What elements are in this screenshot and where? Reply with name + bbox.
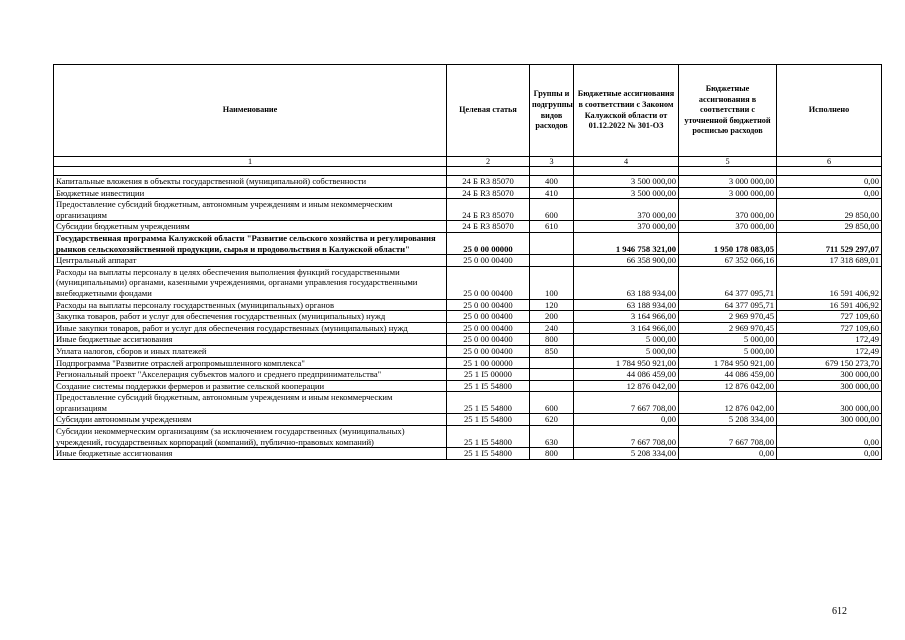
table-row — [54, 187, 882, 199]
row-group-cell: 630 — [530, 426, 574, 448]
table-row — [54, 414, 882, 426]
table-row — [54, 426, 882, 448]
row-target-cell: 25 1 I5 54800 — [447, 380, 530, 392]
column-number: 3 — [530, 157, 574, 167]
column-number: 6 — [777, 157, 882, 167]
row-law-amount-cell: 3 164 966,00 — [574, 322, 679, 334]
row-target-cell: 25 0 00 00400 — [447, 311, 530, 323]
header-target: Целевая статья — [447, 65, 530, 157]
row-target-cell: 24 Б R3 85070 — [447, 187, 530, 199]
row-group-cell: 850 — [530, 345, 574, 357]
row-name-cell: Предоставление субсидий бюджетным, автономным учреждениям и иным некоммерческим организациям — [54, 199, 447, 221]
table-row — [54, 266, 882, 299]
row-executed-amount-cell: 711 529 297,07 — [777, 232, 882, 254]
row-name-cell: Расходы на выплаты персоналу в целях обеспечения выполнения функций государственными (муниципальными) органами, казенными учреждениями, органами управления государственными внебюджетными фондами — [54, 266, 447, 299]
row-group-cell — [530, 357, 574, 369]
row-law-amount-cell: 44 086 459,00 — [574, 369, 679, 381]
row-executed-amount-cell: 172,49 — [777, 334, 882, 346]
row-law-amount-cell: 370 000,00 — [574, 199, 679, 221]
row-executed-amount-cell: 0,00 — [777, 426, 882, 448]
row-name-cell: Субсидии автономным учреждениям — [54, 414, 447, 426]
table-row — [54, 369, 882, 381]
row-group-cell: 600 — [530, 392, 574, 414]
row-refined-amount-cell: 67 352 066,16 — [679, 255, 777, 267]
row-executed-amount-cell: 300 000,00 — [777, 392, 882, 414]
row-name-cell: Субсидии бюджетным учреждениям — [54, 221, 447, 233]
header-executed: Исполнено — [777, 65, 882, 157]
table-row — [54, 392, 882, 414]
row-group-cell — [530, 255, 574, 267]
row-group-cell: 200 — [530, 311, 574, 323]
row-refined-amount-cell: 3 000 000,00 — [679, 187, 777, 199]
table-row — [54, 322, 882, 334]
row-name-cell: Бюджетные инвестиции — [54, 187, 447, 199]
row-refined-amount-cell: 1 950 178 083,05 — [679, 232, 777, 254]
table-row — [54, 232, 882, 254]
header-groups: Группы и подгруппы видов расходов — [530, 65, 574, 157]
row-name-cell: Региональный проект "Акселерация субъектов малого и среднего предпринимательства" — [54, 369, 447, 381]
row-law-amount-cell: 5 000,00 — [574, 345, 679, 357]
row-group-cell: 600 — [530, 199, 574, 221]
row-refined-amount-cell: 12 876 042,00 — [679, 380, 777, 392]
spacer-cell — [777, 167, 882, 176]
row-target-cell: 25 0 00 00400 — [447, 255, 530, 267]
row-name-cell: Капитальные вложения в объекты государственной (муниципальной) собственности — [54, 176, 447, 188]
row-target-cell: 24 Б R3 85070 — [447, 176, 530, 188]
row-name-cell: Субсидии некоммерческим организациям (за исключением государственных (муниципальных) учреждений, государственных корпораций (компаний), публично-правовых компаний) — [54, 426, 447, 448]
row-group-cell: 610 — [530, 221, 574, 233]
table-row — [54, 448, 882, 460]
row-refined-amount-cell: 64 377 095,71 — [679, 266, 777, 299]
row-refined-amount-cell: 5 000,00 — [679, 345, 777, 357]
row-group-cell: 800 — [530, 334, 574, 346]
row-group-cell: 120 — [530, 299, 574, 311]
row-refined-amount-cell: 2 969 970,45 — [679, 311, 777, 323]
row-refined-amount-cell: 0,00 — [679, 448, 777, 460]
row-name-cell: Иные закупки товаров, работ и услуг для обеспечения государственных (муниципальных) нужд — [54, 322, 447, 334]
table-row — [54, 299, 882, 311]
row-law-amount-cell: 3 500 000,00 — [574, 187, 679, 199]
row-executed-amount-cell: 727 109,60 — [777, 311, 882, 323]
row-law-amount-cell: 0,00 — [574, 414, 679, 426]
row-executed-amount-cell: 300 000,00 — [777, 369, 882, 381]
row-name-cell: Расходы на выплаты персоналу государственных (муниципальных) органов — [54, 299, 447, 311]
row-name-cell: Государственная программа Калужской области "Развитие сельского хозяйства и регулирования рынков сельскохозяйственной продукции, сырья и продовольствия в Калужской области" — [54, 232, 447, 254]
spacer-cell — [574, 167, 679, 176]
table-row — [54, 255, 882, 267]
spacer-row — [54, 167, 882, 176]
row-name-cell: Центральный аппарат — [54, 255, 447, 267]
table-body — [54, 176, 882, 460]
row-group-cell: 410 — [530, 187, 574, 199]
row-refined-amount-cell: 44 086 459,00 — [679, 369, 777, 381]
table-row — [54, 199, 882, 221]
row-name-cell: Подпрограмма "Развитие отраслей агропромышленного комплекса" — [54, 357, 447, 369]
header-name: Наименование — [54, 65, 447, 157]
column-number: 5 — [679, 157, 777, 167]
row-law-amount-cell: 5 208 334,00 — [574, 448, 679, 460]
row-executed-amount-cell: 172,49 — [777, 345, 882, 357]
row-group-cell — [530, 232, 574, 254]
row-group-cell — [530, 369, 574, 381]
row-name-cell: Иные бюджетные ассигнования — [54, 334, 447, 346]
table-row — [54, 334, 882, 346]
row-target-cell: 25 0 00 00000 — [447, 232, 530, 254]
row-executed-amount-cell: 0,00 — [777, 176, 882, 188]
row-refined-amount-cell: 5 208 334,00 — [679, 414, 777, 426]
row-target-cell: 25 0 00 00400 — [447, 345, 530, 357]
row-executed-amount-cell: 17 318 689,01 — [777, 255, 882, 267]
row-executed-amount-cell: 0,00 — [777, 187, 882, 199]
row-law-amount-cell: 370 000,00 — [574, 221, 679, 233]
column-number: 1 — [54, 157, 447, 167]
row-group-cell: 800 — [530, 448, 574, 460]
row-law-amount-cell: 3 164 966,00 — [574, 311, 679, 323]
row-executed-amount-cell: 29 850,00 — [777, 221, 882, 233]
column-number: 2 — [447, 157, 530, 167]
row-law-amount-cell: 5 000,00 — [574, 334, 679, 346]
table-row — [54, 380, 882, 392]
row-executed-amount-cell: 300 000,00 — [777, 380, 882, 392]
row-target-cell: 25 1 I5 00000 — [447, 369, 530, 381]
row-target-cell: 25 1 00 00000 — [447, 357, 530, 369]
spacer-cell — [54, 167, 447, 176]
row-refined-amount-cell: 2 969 970,45 — [679, 322, 777, 334]
table-row — [54, 357, 882, 369]
row-target-cell: 25 1 I5 54800 — [447, 392, 530, 414]
page-number: 612 — [832, 606, 847, 617]
row-refined-amount-cell: 12 876 042,00 — [679, 392, 777, 414]
budget-table-container — [53, 64, 881, 460]
row-name-cell: Уплата налогов, сборов и иных платежей — [54, 345, 447, 357]
row-law-amount-cell: 12 876 042,00 — [574, 380, 679, 392]
row-target-cell: 25 0 00 00400 — [447, 334, 530, 346]
row-target-cell: 24 Б R3 85070 — [447, 221, 530, 233]
row-law-amount-cell: 1 946 758 321,00 — [574, 232, 679, 254]
row-refined-amount-cell: 370 000,00 — [679, 199, 777, 221]
row-target-cell: 25 1 I5 54800 — [447, 414, 530, 426]
row-law-amount-cell: 63 188 934,00 — [574, 299, 679, 311]
row-refined-amount-cell: 370 000,00 — [679, 221, 777, 233]
table-row — [54, 176, 882, 188]
header-refined: Бюджетные ассигнования в соответствии с уточненной бюджетной росписью расходов — [679, 65, 777, 157]
row-group-cell — [530, 380, 574, 392]
row-refined-amount-cell: 64 377 095,71 — [679, 299, 777, 311]
column-number-row — [54, 157, 882, 167]
row-name-cell: Закупка товаров, работ и услуг для обеспечения государственных (муниципальных) нужд — [54, 311, 447, 323]
row-executed-amount-cell: 16 591 406,92 — [777, 299, 882, 311]
row-executed-amount-cell: 727 109,60 — [777, 322, 882, 334]
row-target-cell: 25 1 I5 54800 — [447, 448, 530, 460]
row-name-cell: Создание системы поддержки фермеров и развитие сельской кооперации — [54, 380, 447, 392]
budget-table — [53, 64, 882, 460]
row-law-amount-cell: 7 667 708,00 — [574, 426, 679, 448]
header-row — [54, 65, 882, 157]
row-law-amount-cell: 7 667 708,00 — [574, 392, 679, 414]
row-group-cell: 400 — [530, 176, 574, 188]
row-group-cell: 100 — [530, 266, 574, 299]
row-executed-amount-cell: 29 850,00 — [777, 199, 882, 221]
row-refined-amount-cell: 3 000 000,00 — [679, 176, 777, 188]
row-law-amount-cell: 63 188 934,00 — [574, 266, 679, 299]
row-target-cell: 25 0 00 00400 — [447, 322, 530, 334]
column-number: 4 — [574, 157, 679, 167]
row-group-cell: 240 — [530, 322, 574, 334]
row-refined-amount-cell: 7 667 708,00 — [679, 426, 777, 448]
row-group-cell: 620 — [530, 414, 574, 426]
spacer-cell — [679, 167, 777, 176]
spacer-cell — [447, 167, 530, 176]
row-refined-amount-cell: 5 000,00 — [679, 334, 777, 346]
row-executed-amount-cell: 0,00 — [777, 448, 882, 460]
row-name-cell: Предоставление субсидий бюджетным, автономным учреждениям и иным некоммерческим организациям — [54, 392, 447, 414]
row-target-cell: 25 1 I5 54800 — [447, 426, 530, 448]
table-row — [54, 311, 882, 323]
row-name-cell: Иные бюджетные ассигнования — [54, 448, 447, 460]
table-row — [54, 345, 882, 357]
row-target-cell: 25 0 00 00400 — [447, 299, 530, 311]
row-refined-amount-cell: 1 784 950 921,00 — [679, 357, 777, 369]
spacer-cell — [530, 167, 574, 176]
row-target-cell: 25 0 00 00400 — [447, 266, 530, 299]
row-executed-amount-cell: 16 591 406,92 — [777, 266, 882, 299]
row-law-amount-cell: 3 500 000,00 — [574, 176, 679, 188]
row-law-amount-cell: 1 784 950 921,00 — [574, 357, 679, 369]
header-law: Бюджетные ассигнования в соответствии с Законом Калужской области от 01.12.2022 № 301-ОЗ — [574, 65, 679, 157]
table-row — [54, 221, 882, 233]
row-executed-amount-cell: 679 150 273,70 — [777, 357, 882, 369]
row-law-amount-cell: 66 358 900,00 — [574, 255, 679, 267]
row-executed-amount-cell: 300 000,00 — [777, 414, 882, 426]
row-target-cell: 24 Б R3 85070 — [447, 199, 530, 221]
